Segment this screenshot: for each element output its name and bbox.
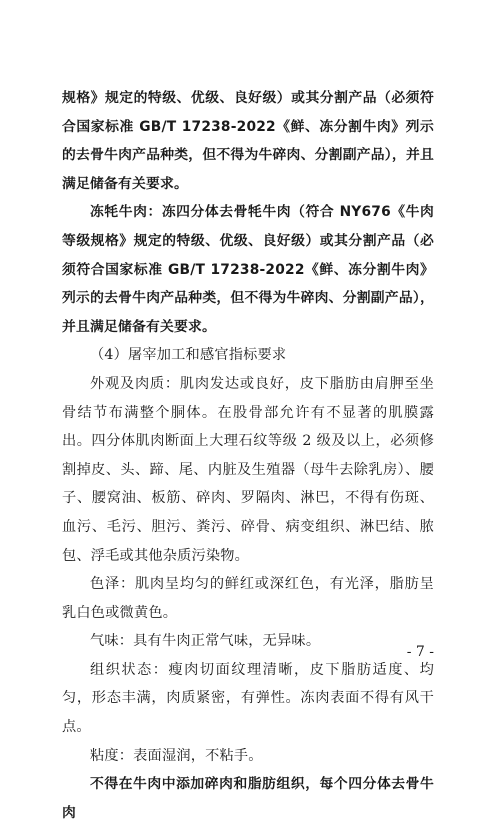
section-heading-slaughter-sensory: （4）屠宰加工和感官指标要求	[90, 347, 287, 364]
paragraph-appearance-quality: 外观及肉质：肌肉发达或良好，皮下脂肪由肩胛至坐骨结节布满整个胴体。在股骨部允许有不显著的肌膜露出。四分体肌肉断面上大理石纹等级 2 级及以上，必须修割掉皮、头、蹄、尾、内脏及生殖器（母牛去除乳房）、腰子、腰窝油、板筋、碎肉、罗隔肉、淋巴，不得有伤斑、血污、毛污、胆污、粪污、碎骨、病变组织、淋巴结、脓包、浮毛或其他杂质污染物。	[62, 375, 434, 564]
paragraph-no-added-scraps: 不得在牛肉中添加碎肉和脂肪组织，每个四分体去骨牛肉	[62, 776, 434, 821]
document-body	[62, 84, 434, 827]
paragraph-texture: 组织状态：瘦肉切面纹理清晰，皮下脂肪适度、均匀，形态丰满，肉质紧密，有弹性。冻肉表面不得有风干点。	[62, 661, 434, 736]
paragraph-viscosity: 粘度：表面湿润，不粘手。	[90, 747, 263, 764]
page-number: - 7 -	[406, 644, 434, 660]
paragraph-odor: 气味：具有牛肉正常气味，无异味。	[90, 633, 321, 650]
paragraph-frozen-yak-meat: 冻牦牛肉：冻四分体去骨牦牛肉（符合 NY676《牛肉等级规格》规定的特级、优级、良好级）或其分割产品（必须符合国家标准 GB/T 17238-2022《鲜、冻分割牛肉》列示的去骨牛肉产品种类，但不得为牛碎肉、分割副产品），并且满足储备有关要求。	[62, 204, 434, 335]
paragraph-beef-spec-continuation: 规格》规定的特级、优级、良好级）或其分割产品（必须符合国家标准 GB/T 17238-2022《鲜、冻分割牛肉》列示的去骨牛肉产品种类，但不得为牛碎肉、分割副产品），并且满足储备有关要求。	[62, 90, 434, 192]
paragraph-color: 色泽：肌肉呈均匀的鲜红或深红色，有光泽，脂肪呈乳白色或微黄色。	[62, 576, 434, 621]
